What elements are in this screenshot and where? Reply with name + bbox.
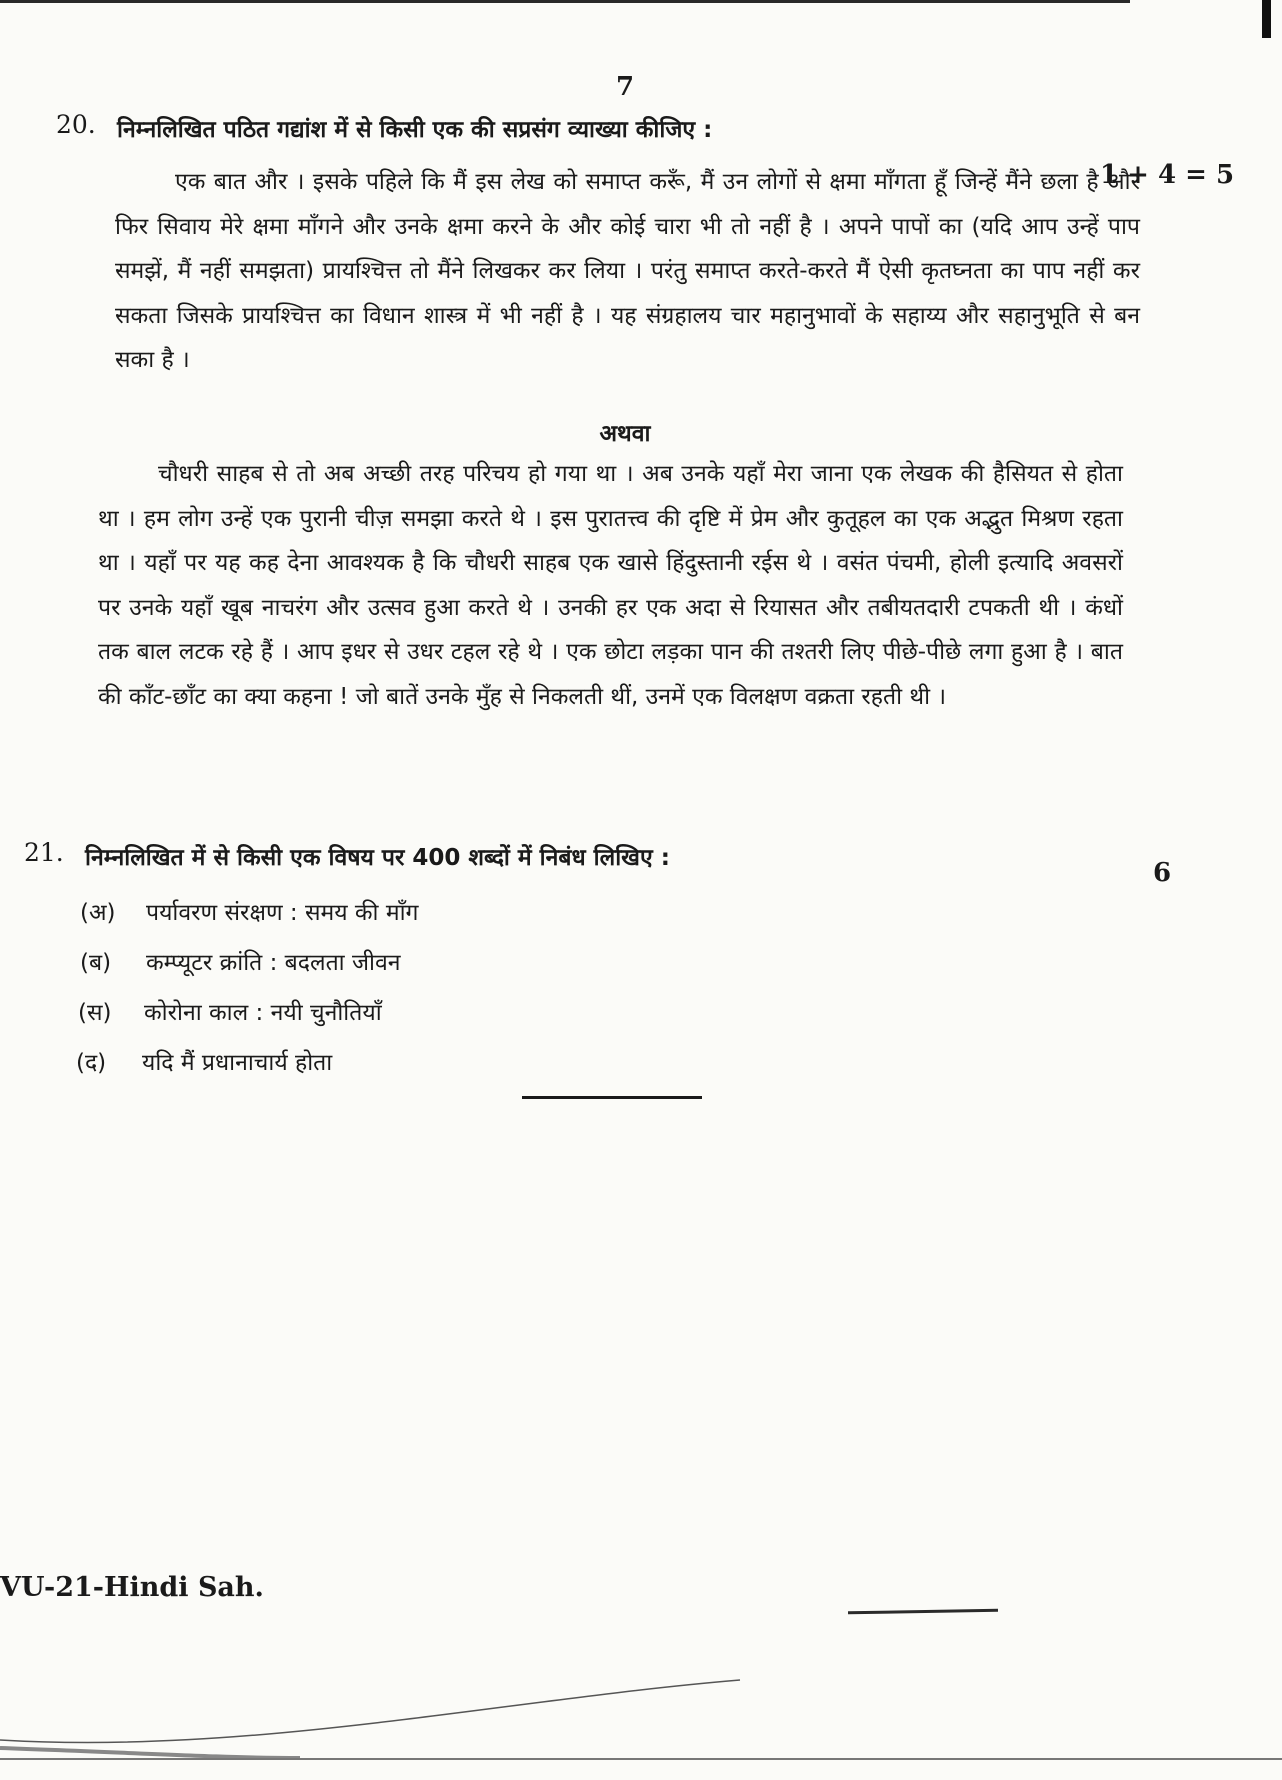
essay-option bbox=[78, 995, 382, 1027]
question-21-number: 21. bbox=[24, 838, 64, 867]
essay-option bbox=[80, 895, 419, 927]
option-text: कम्प्यूटर क्रांति : बदलता जीवन bbox=[146, 950, 401, 976]
question-20-prompt: निम्नलिखित पठित गद्यांश में से किसी एक की सप्रसंग व्याख्या कीजिए : bbox=[117, 117, 713, 143]
option-label: (अ) bbox=[80, 900, 116, 926]
page-number: 7 bbox=[615, 72, 635, 102]
option-label: (ब) bbox=[80, 950, 112, 976]
essay-option bbox=[80, 945, 401, 977]
bottom-border-line bbox=[0, 1758, 1282, 1760]
question-21-marks: 6 bbox=[1153, 858, 1172, 888]
option-text: यदि मैं प्रधानाचार्य होता bbox=[142, 1050, 333, 1076]
end-of-questions-rule bbox=[522, 1096, 702, 1099]
signature-mark bbox=[848, 1609, 998, 1615]
or-separator: अथवा bbox=[599, 421, 651, 447]
top-border-line bbox=[0, 0, 1130, 3]
passage-2-text: चौधरी साहब से तो अब अच्छी तरह परिचय हो गया था । अब उनके यहाँ मेरा जाना एक लेखक की हैसियत से होता था । हम लोग उन्हें एक पुरानी चीज़ समझा करते थे । इस पुरातत्त्व की दृष्टि में प्रेम और कुतूहल का एक अद्भुत मिश्रण रहता था । यहाँ पर यह कह देना आवश्यक है कि चौधरी साहब एक खासे हिंदुस्तानी रईस थे । वसंत पंचमी, होली इत्यादि अवसरों पर उनके यहाँ खूब नाचरंग और उत्सव हुआ करते थे । उनकी हर एक अदा से रियासत और तबीयतदारी टपकती थी । कंधों तक बाल लटक रहे हैं । आप इधर से उधर टहल रहे थे । एक छोटा लड़का पान की तश्तरी लिए पीछे-पीछे लगा हुआ है । बात की काँट-छाँट का क्या कहना ! जो बातें उनके मुँह से निकलती थीं, उनमें एक विलक्षण वक्रता रहती थी । bbox=[98, 461, 1123, 710]
scan-artifact-curve bbox=[0, 1640, 1282, 1760]
question-20-marks: 1 + 4 = 5 bbox=[1100, 160, 1235, 190]
question-20-passage-2 bbox=[98, 452, 1123, 719]
essay-option bbox=[76, 1045, 332, 1077]
question-20-number: 20. bbox=[56, 110, 96, 139]
question-20-passage-1 bbox=[115, 160, 1140, 383]
passage-1-text: एक बात और । इसके पहिले कि मैं इस लेख को समाप्त करूँ, मैं उन लोगों से क्षमा माँगता हूँ जिन्हें मैंने छला है और फिर सिवाय मेरे क्षमा माँगने और उनके क्षमा करने के और कोई चारा भी तो नहीं है । अपने पापों का (यदि आप उन्हें पाप समझें, मैं नहीं समझता) प्रायश्चित्त तो मैंने लिखकर कर लिया । परंतु समाप्त करते-करते मैं ऐसी कृतघ्नता का पाप नहीं कर सकता जिसके प्रायश्चित्त का विधान शास्त्र में भी नहीं है । यह संग्रहालय चार महानुभावों के सहाय्य और सहानुभूति से बन सका है । bbox=[115, 169, 1140, 373]
scan-edge-mark bbox=[1262, 0, 1271, 38]
option-label: (द) bbox=[76, 1050, 107, 1076]
paper-code: VU-21-Hindi Sah. bbox=[0, 1572, 264, 1603]
option-text: पर्यावरण संरक्षण : समय की माँग bbox=[146, 900, 419, 926]
option-label: (स) bbox=[78, 1000, 112, 1026]
option-text: कोरोना काल : नयी चुनौतियाँ bbox=[144, 1000, 382, 1026]
question-21-prompt: निम्नलिखित में से किसी एक विषय पर 400 शब्दों में निबंध लिखिए : bbox=[85, 845, 670, 871]
